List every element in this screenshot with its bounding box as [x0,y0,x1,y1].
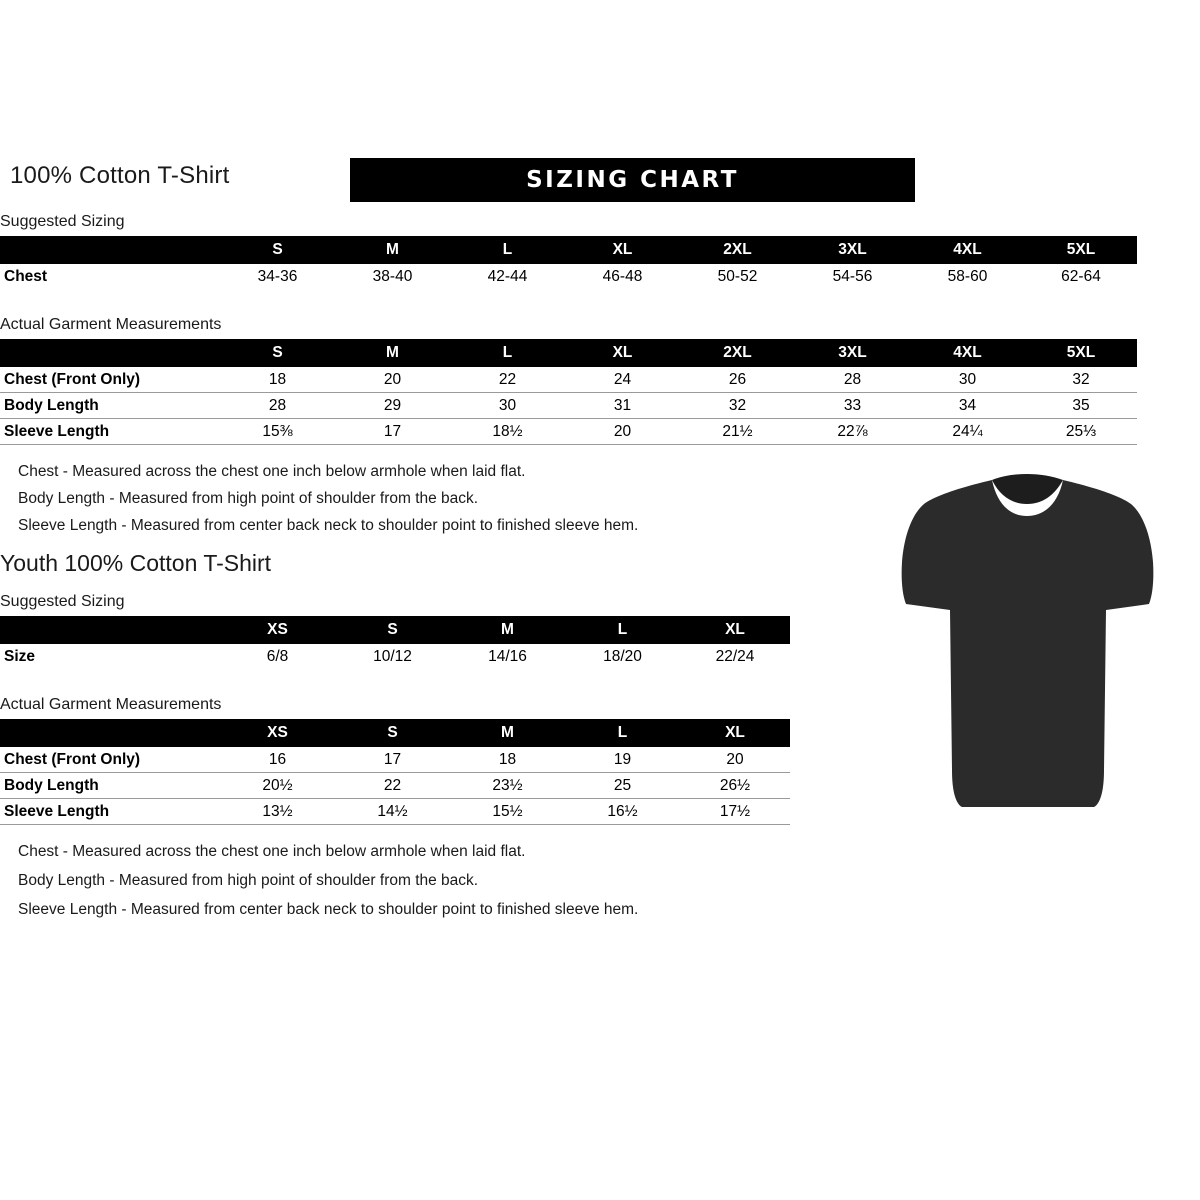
youth-note: Body Length - Measured from high point of shoulder from the back. [18,872,479,889]
col-header: S [335,719,450,747]
cell: 20 [565,419,680,445]
cell: 24 [565,367,680,393]
adult-note: Chest - Measured across the chest one inch below armhole when laid flat. [18,463,526,480]
cell: 15½ [450,799,565,825]
row-label: Chest [4,267,48,285]
col-header: 3XL [795,339,910,367]
cell: 50-52 [717,267,758,285]
cell: 58-60 [947,267,988,285]
cell: 18 [450,747,565,773]
cell: 32 [680,393,795,419]
col-header: XL [565,339,680,367]
col-header: L [565,616,680,644]
cell: 38-40 [372,267,413,285]
cell: 14/16 [488,647,527,665]
adult-note: Sleeve Length - Measured from center back neck to shoulder point to finished sleeve hem. [18,517,639,534]
cell: 15⅜ [220,419,335,445]
col-header: 2XL [680,236,795,264]
adult-title-row [10,162,1190,202]
cell: 22 [450,367,565,393]
col-header: 5XL [1025,236,1137,264]
cell: 32 [1025,367,1137,393]
col-header: XS [220,719,335,747]
row-label: Body Length [0,393,220,419]
youth-actual-label: Actual Garment Measurements [0,696,222,713]
cell: 16 [220,747,335,773]
col-header: XL [680,616,790,644]
cell: 18 [220,367,335,393]
col-header [0,339,220,367]
sizing-chart-banner [350,158,915,202]
col-header: M [450,719,565,747]
col-header: M [335,339,450,367]
cell: 26 [680,367,795,393]
youth-suggested-label: Suggested Sizing [0,593,125,610]
table-row [0,799,790,825]
cell: 31 [565,393,680,419]
table-row [0,747,790,773]
cell: 54-56 [832,267,873,285]
table-row [0,644,790,669]
table-row [0,419,1137,445]
adult-suggested-label: Suggested Sizing [0,213,125,230]
cell: 30 [910,367,1025,393]
cell: 26½ [680,773,790,799]
col-header: M [450,616,565,644]
table-row [0,367,1137,393]
cell: 19 [565,747,680,773]
col-header: XL [680,719,790,747]
col-header: S [335,616,450,644]
youth-note: Sleeve Length - Measured from center back neck to shoulder point to finished sleeve hem. [18,901,639,918]
cell: 17½ [680,799,790,825]
row-label: Sleeve Length [0,419,220,445]
col-header: S [220,236,335,264]
cell: 46-48 [602,267,643,285]
row-label: Chest (Front Only) [0,747,220,773]
table-header-row [0,616,790,644]
adult-note: Body Length - Measured from high point of shoulder from the back. [18,490,479,507]
row-label: Sleeve Length [0,799,220,825]
cell: 16½ [565,799,680,825]
row-label: Body Length [0,773,220,799]
col-header: L [565,719,680,747]
col-header: 4XL [910,339,1025,367]
col-header: 2XL [680,339,795,367]
cell: 20½ [220,773,335,799]
cell: 22⅞ [795,419,910,445]
table-row [0,393,1137,419]
youth-suggested-table [0,616,790,669]
table-row [0,264,1137,289]
cell: 22/24 [715,647,755,665]
cell: 17 [335,747,450,773]
col-header: M [335,236,450,264]
cell: 18/20 [603,647,642,665]
cell: 33 [795,393,910,419]
row-label: Chest (Front Only) [0,367,220,393]
cell: 34 [910,393,1025,419]
youth-section-title: Youth 100% Cotton T-Shirt [0,550,272,576]
cell: 29 [335,393,450,419]
youth-actual-table [0,719,790,825]
adult-actual-label: Actual Garment Measurements [0,316,222,333]
col-header: 4XL [910,236,1025,264]
col-header: XS [220,616,335,644]
cell: 14½ [335,799,450,825]
adult-suggested-table [0,236,1137,289]
cell: 42-44 [487,267,528,285]
cell: 22 [335,773,450,799]
cell: 17 [335,419,450,445]
cell: 25 [565,773,680,799]
col-header [0,236,220,264]
cell: 13½ [220,799,335,825]
cell: 18½ [450,419,565,445]
cell: 23½ [450,773,565,799]
table-header-row [0,339,1137,367]
row-label: Size [4,647,36,665]
cell: 28 [795,367,910,393]
cell: 62-64 [1061,267,1101,285]
cell: 20 [335,367,450,393]
cell: 30 [450,393,565,419]
table-header-row [0,719,790,747]
youth-note: Chest - Measured across the chest one inch below armhole when laid flat. [18,843,526,860]
cell: 34-36 [257,267,298,285]
cell: 10/12 [373,647,412,665]
cell: 35 [1025,393,1137,419]
col-header [0,616,220,644]
col-header [0,719,220,747]
tshirt-image [900,470,1155,815]
col-header: S [220,339,335,367]
col-header: 5XL [1025,339,1137,367]
cell: 24¼ [910,419,1025,445]
col-header: XL [565,236,680,264]
cell: 28 [220,393,335,419]
tshirt-silhouette [902,474,1154,807]
col-header: L [450,236,565,264]
cell: 20 [680,747,790,773]
sizing-chart-banner-label: SIZING CHART [526,167,739,193]
table-header-row [0,236,1137,264]
adult-actual-table [0,339,1137,445]
cell: 25⅓ [1025,419,1137,445]
cell: 6/8 [266,647,289,665]
cell: 21½ [680,419,795,445]
page-title: 100% Cotton T-Shirt [10,162,230,189]
table-row [0,773,790,799]
col-header: L [450,339,565,367]
col-header: 3XL [795,236,910,264]
